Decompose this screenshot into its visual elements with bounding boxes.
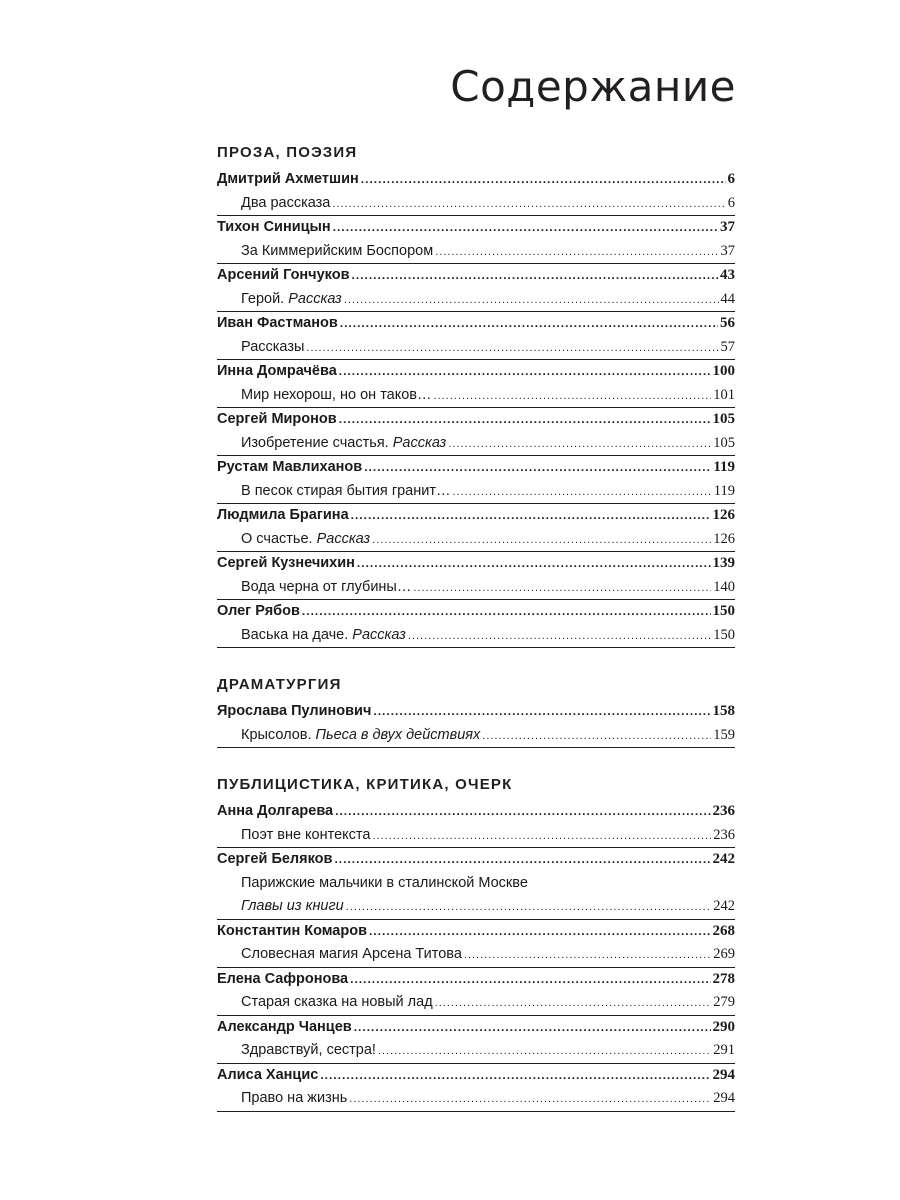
work-row[interactable] bbox=[217, 432, 735, 456]
work-title: Изобретение счастья. Рассказ bbox=[241, 434, 447, 451]
work-row[interactable] bbox=[217, 724, 735, 748]
dot-leader bbox=[302, 600, 711, 624]
author-row[interactable] bbox=[217, 360, 735, 384]
work-row[interactable] bbox=[217, 480, 735, 504]
author-page: 139 bbox=[712, 555, 735, 571]
dot-leader bbox=[464, 944, 711, 968]
author-row[interactable] bbox=[217, 1064, 735, 1088]
author-row[interactable] bbox=[217, 848, 735, 872]
work-page: 119 bbox=[713, 482, 735, 499]
dot-leader bbox=[335, 800, 710, 824]
work-title: Рассказы bbox=[241, 338, 305, 355]
dot-leader bbox=[340, 312, 718, 336]
author-name: Дмитрий Ахметшин bbox=[217, 171, 359, 187]
work-page: 294 bbox=[713, 1090, 735, 1106]
work-title: Крысолов. Пьеса в двух действиях bbox=[241, 726, 481, 743]
section-drama bbox=[217, 674, 735, 748]
work-row[interactable] bbox=[217, 991, 735, 1015]
work-row[interactable] bbox=[217, 336, 735, 360]
dot-leader bbox=[448, 433, 711, 457]
work-title: Здравствуй, сестра! bbox=[241, 1042, 376, 1058]
toc-entry bbox=[217, 504, 735, 552]
section-publicism-critique-essay bbox=[217, 774, 735, 1112]
dot-leader bbox=[373, 700, 710, 724]
dot-leader bbox=[435, 992, 712, 1016]
author-row[interactable] bbox=[217, 264, 735, 288]
toc-entry bbox=[217, 968, 735, 1016]
author-page: 56 bbox=[720, 315, 735, 331]
toc-entry bbox=[217, 1016, 735, 1064]
dot-leader bbox=[344, 289, 719, 313]
author-name: Рустам Мавлиханов bbox=[217, 459, 363, 475]
dot-leader bbox=[346, 896, 712, 920]
author-row[interactable] bbox=[217, 408, 735, 432]
toc-entry bbox=[217, 700, 735, 748]
work-title: Главы из книги bbox=[241, 898, 344, 914]
work-title: О счастье. Рассказ bbox=[241, 530, 371, 547]
work-row[interactable] bbox=[217, 288, 735, 312]
work-row[interactable] bbox=[217, 895, 735, 919]
work-page: 57 bbox=[720, 338, 735, 355]
author-name: Александр Чанцев bbox=[217, 1018, 352, 1035]
dot-leader bbox=[369, 920, 711, 944]
work-title: Герой. Рассказ bbox=[241, 290, 342, 307]
dot-leader bbox=[413, 577, 711, 601]
toc-entry bbox=[217, 168, 735, 216]
work-page: 44 bbox=[720, 290, 735, 307]
work-title: Два рассказа bbox=[241, 194, 331, 211]
dot-leader bbox=[333, 216, 718, 240]
work-title: Старая сказка на новый лад bbox=[241, 994, 433, 1010]
author-name: Ярослава Пулинович bbox=[217, 703, 372, 719]
author-page: 236 bbox=[712, 803, 735, 819]
work-title: Словесная магия Арсена Титова bbox=[241, 946, 462, 962]
dot-leader bbox=[306, 337, 718, 361]
work-row[interactable] bbox=[217, 384, 735, 408]
author-page: 294 bbox=[712, 1066, 735, 1083]
work-row[interactable] bbox=[217, 240, 735, 264]
author-page: 119 bbox=[713, 459, 735, 475]
work-page: 236 bbox=[713, 826, 735, 843]
dot-leader bbox=[372, 529, 711, 553]
work-row[interactable] bbox=[217, 943, 735, 967]
toc-entry bbox=[217, 1064, 735, 1112]
toc-entry bbox=[217, 216, 735, 264]
work-title: Вода черна от глубины… bbox=[241, 578, 412, 595]
work-page: 150 bbox=[713, 626, 735, 643]
author-row[interactable] bbox=[217, 1016, 735, 1040]
author-name: Людмила Брагина bbox=[217, 507, 349, 523]
toc-entry bbox=[217, 920, 735, 968]
dot-leader bbox=[372, 825, 711, 849]
page-title: Содержание bbox=[450, 62, 736, 111]
dot-leader bbox=[332, 193, 725, 217]
author-name: Анна Долгарева bbox=[217, 803, 334, 819]
dot-leader bbox=[452, 481, 711, 505]
author-name: Тихон Синицын bbox=[217, 219, 331, 235]
author-name: Сергей Миронов bbox=[217, 411, 337, 427]
author-row[interactable] bbox=[217, 920, 735, 944]
table-of-contents bbox=[217, 138, 735, 1112]
work-row[interactable] bbox=[217, 192, 735, 216]
work-page: 291 bbox=[713, 1042, 735, 1058]
work-page: 105 bbox=[713, 434, 735, 451]
work-page: 269 bbox=[713, 946, 735, 962]
dot-leader bbox=[349, 1088, 711, 1112]
work-page: 279 bbox=[713, 994, 735, 1010]
toc-entry bbox=[217, 800, 735, 848]
toc-entry bbox=[217, 848, 735, 920]
dot-leader bbox=[320, 1064, 710, 1088]
author-row[interactable] bbox=[217, 168, 735, 192]
author-name: Елена Сафронова bbox=[217, 970, 349, 987]
dot-leader bbox=[482, 725, 711, 749]
author-row[interactable] bbox=[217, 504, 735, 528]
dot-leader bbox=[352, 264, 718, 288]
work-title: Васька на даче. Рассказ bbox=[241, 626, 406, 643]
work-title: Право на жизнь bbox=[241, 1090, 348, 1106]
toc-entry bbox=[217, 264, 735, 312]
dot-leader bbox=[364, 456, 711, 480]
work-page: 6 bbox=[727, 194, 735, 211]
toc-entry bbox=[217, 552, 735, 600]
work-page: 159 bbox=[713, 726, 735, 743]
author-row[interactable] bbox=[217, 456, 735, 480]
toc-entry bbox=[217, 408, 735, 456]
dot-leader bbox=[357, 552, 711, 576]
author-page: 37 bbox=[720, 219, 735, 235]
section-heading: ДРАМАТУРГИЯ bbox=[217, 676, 342, 693]
dot-leader bbox=[408, 625, 711, 649]
dot-leader bbox=[339, 360, 711, 384]
author-page: 290 bbox=[712, 1018, 735, 1035]
author-row[interactable] bbox=[217, 552, 735, 576]
work-title: В песок стирая бытия гранит… bbox=[241, 482, 451, 499]
author-name: Константин Комаров bbox=[217, 922, 367, 939]
work-title: Поэт вне контекста bbox=[241, 826, 371, 843]
author-name: Сергей Беляков bbox=[217, 851, 333, 867]
work-page: 140 bbox=[713, 578, 735, 595]
dot-leader bbox=[351, 504, 711, 528]
author-name: Сергей Кузнечихин bbox=[217, 555, 355, 571]
author-page: 242 bbox=[712, 851, 735, 867]
dot-leader bbox=[378, 1040, 711, 1064]
author-row[interactable] bbox=[217, 700, 735, 724]
author-page: 278 bbox=[712, 970, 735, 987]
dot-leader bbox=[334, 848, 710, 872]
dot-leader bbox=[361, 168, 726, 192]
author-name: Инна Домрачёва bbox=[217, 363, 337, 379]
work-title-line[interactable]: Парижские мальчики в сталинской Москве bbox=[241, 874, 528, 891]
author-name: Арсений Гончуков bbox=[217, 267, 350, 283]
toc-entry bbox=[217, 600, 735, 648]
toc-entry bbox=[217, 312, 735, 360]
section-heading: ПУБЛИЦИСТИКА, КРИТИКА, ОЧЕРК bbox=[217, 776, 513, 793]
author-page: 158 bbox=[712, 703, 735, 719]
author-page: 126 bbox=[712, 507, 735, 523]
author-page: 6 bbox=[727, 171, 735, 187]
author-page: 100 bbox=[712, 363, 735, 379]
section-prose-poetry bbox=[217, 142, 735, 648]
author-name: Иван Фастманов bbox=[217, 315, 338, 331]
author-name: Алиса Ханцис bbox=[217, 1066, 319, 1083]
dot-leader bbox=[354, 1016, 711, 1040]
work-page: 37 bbox=[720, 242, 735, 259]
work-title: Мир нехорош, но он таков… bbox=[241, 386, 432, 403]
author-page: 105 bbox=[712, 411, 735, 427]
author-page: 150 bbox=[712, 603, 735, 619]
work-row[interactable] bbox=[217, 624, 735, 648]
author-page: 43 bbox=[720, 267, 735, 283]
toc-entry bbox=[217, 360, 735, 408]
dot-leader bbox=[350, 968, 710, 992]
work-row[interactable] bbox=[217, 576, 735, 600]
author-row[interactable] bbox=[217, 800, 735, 824]
work-row[interactable] bbox=[217, 528, 735, 552]
author-row[interactable] bbox=[217, 968, 735, 992]
work-page: 242 bbox=[713, 898, 735, 914]
dot-leader bbox=[339, 408, 711, 432]
toc-entry bbox=[217, 456, 735, 504]
work-row[interactable] bbox=[217, 1039, 735, 1063]
author-row[interactable] bbox=[217, 312, 735, 336]
author-name: Олег Рябов bbox=[217, 603, 300, 619]
work-page: 101 bbox=[713, 386, 735, 403]
section-heading: ПРОЗА, ПОЭЗИЯ bbox=[217, 144, 358, 161]
author-page: 268 bbox=[712, 922, 735, 939]
work-row[interactable] bbox=[217, 824, 735, 848]
work-title: За Киммерийским Боспором bbox=[241, 242, 434, 259]
work-row[interactable] bbox=[217, 1087, 735, 1111]
author-row[interactable] bbox=[217, 216, 735, 240]
work-page: 126 bbox=[713, 530, 735, 547]
author-row[interactable] bbox=[217, 600, 735, 624]
dot-leader bbox=[435, 241, 718, 265]
dot-leader bbox=[434, 385, 712, 409]
